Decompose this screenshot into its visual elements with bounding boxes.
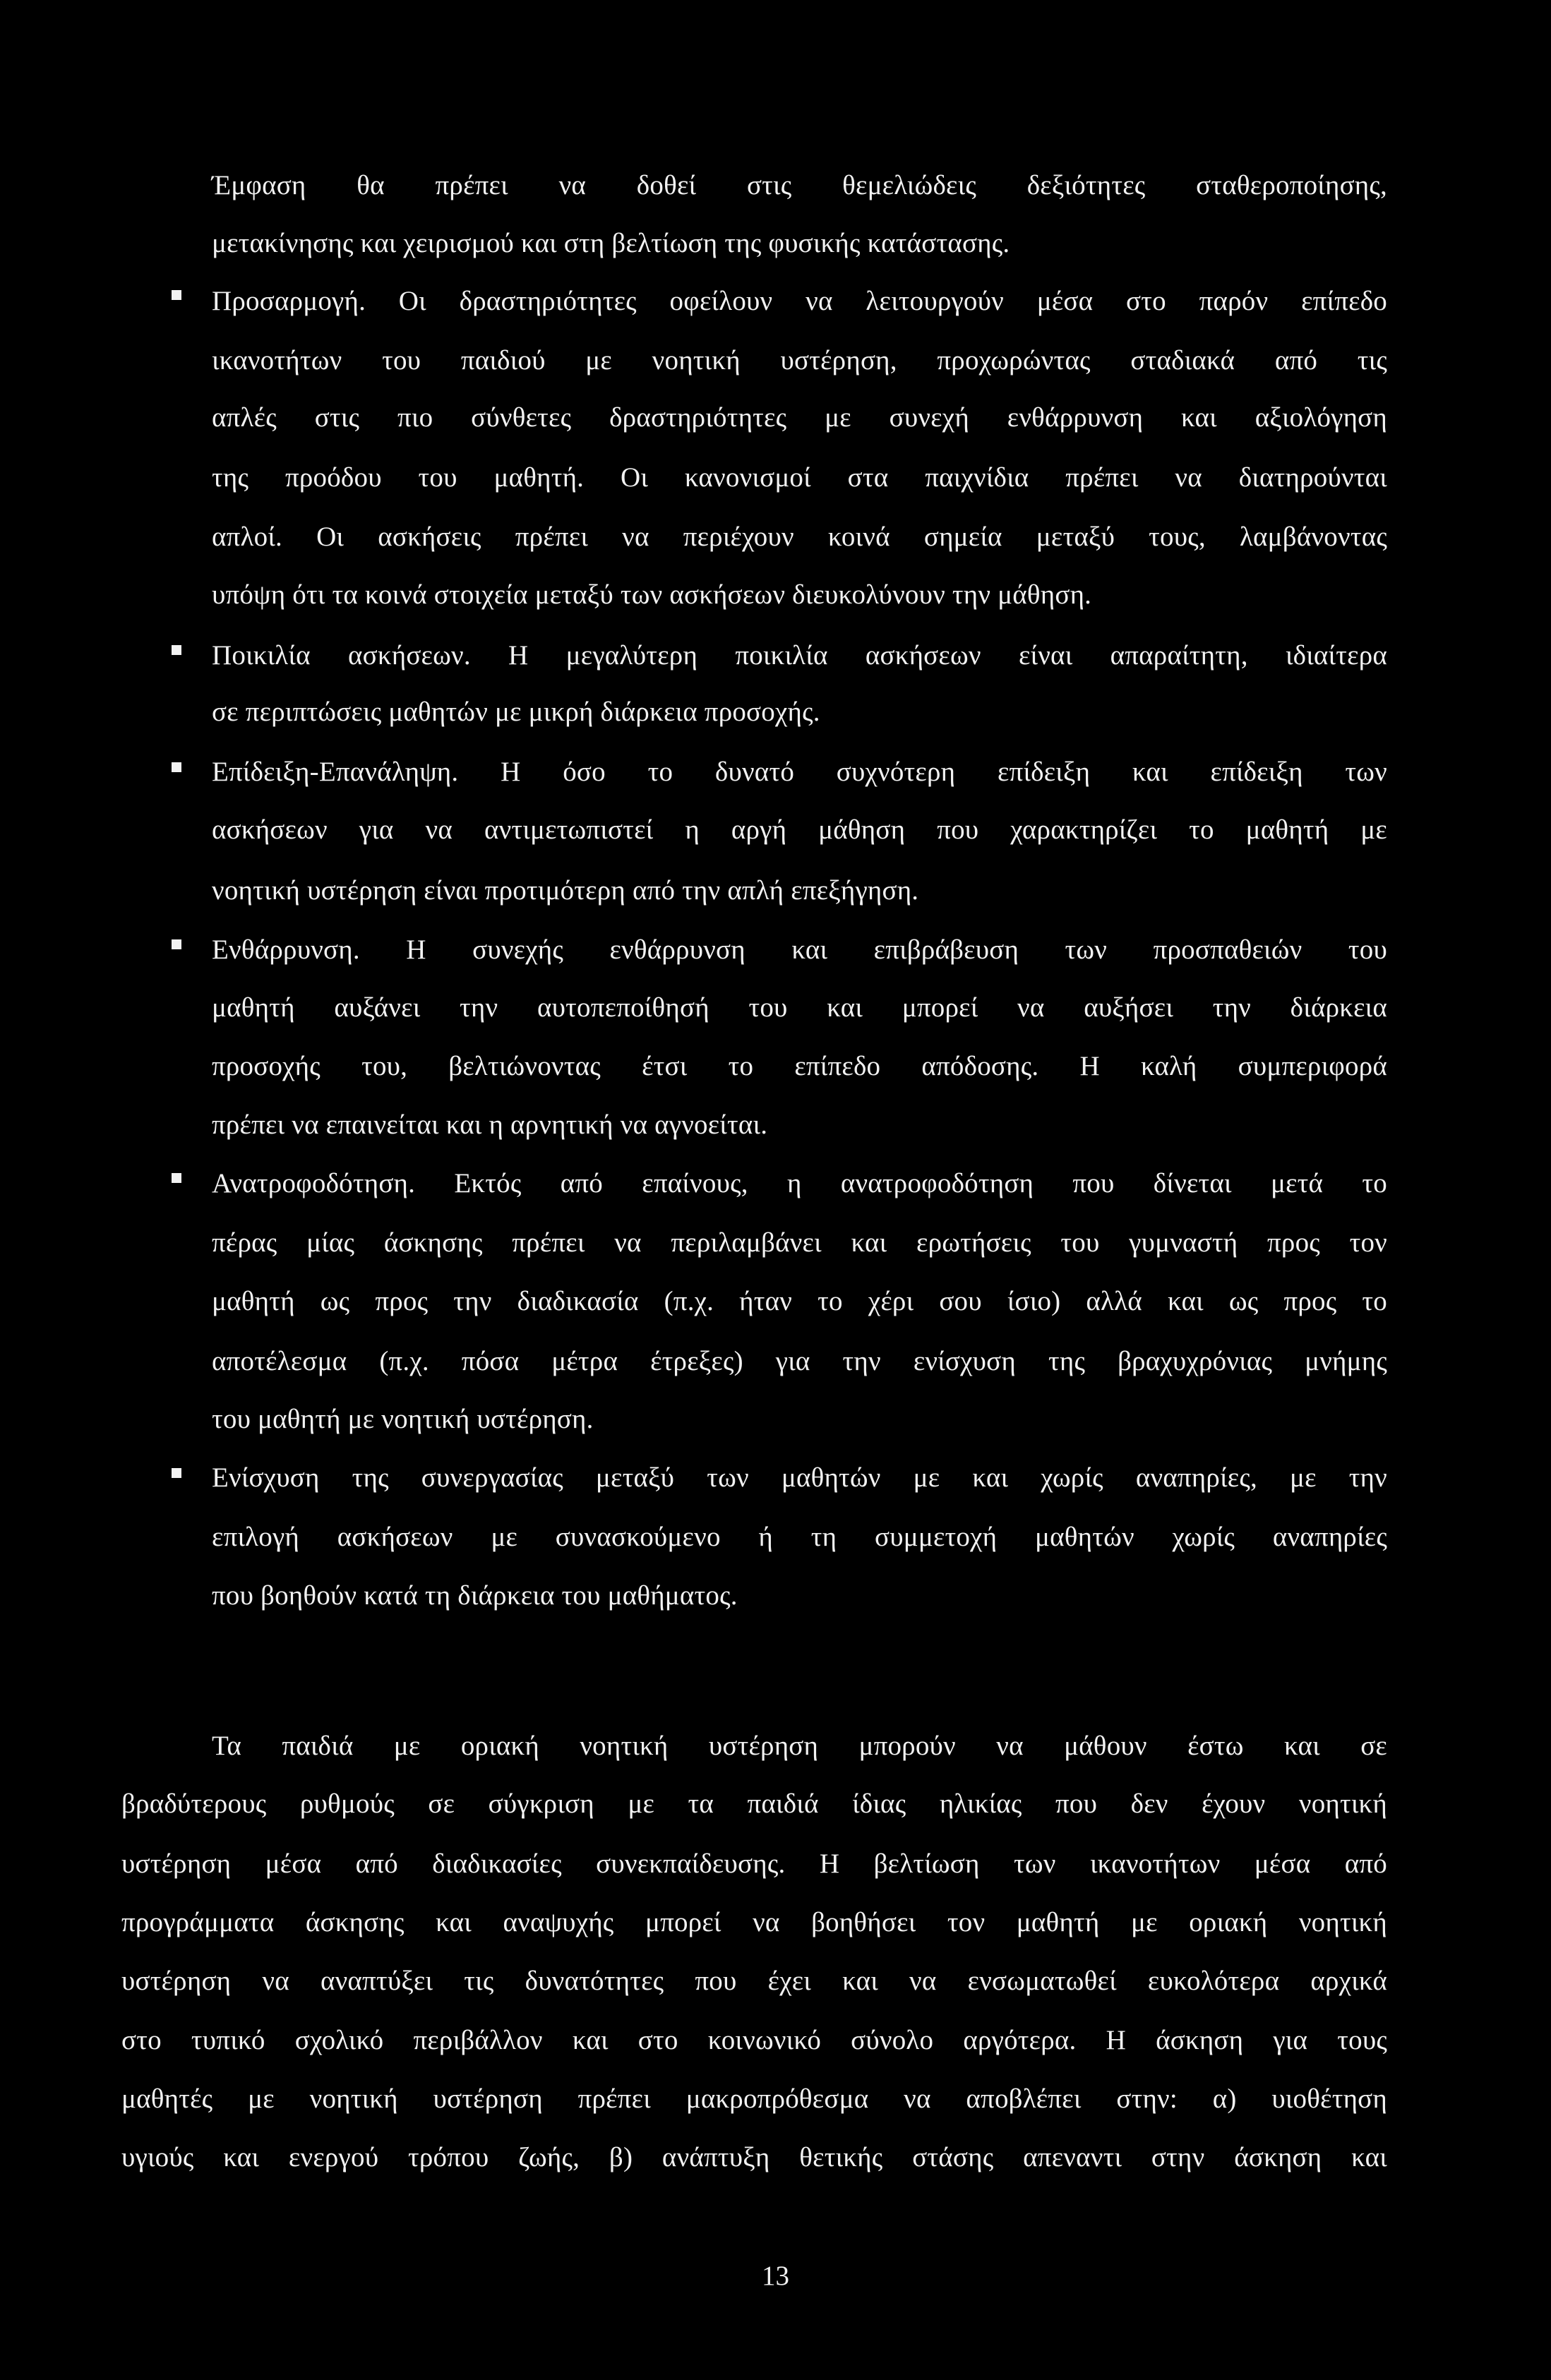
bullet-icon	[172, 645, 181, 655]
paragraph-line: προγράμματα άσκησης και αναψυχής μπορεί να βοηθήσει τον μαθητή με οριακή νοητική	[121, 1907, 1387, 1937]
page-number: 13	[762, 2261, 789, 2291]
bullet-text-line: Ποικιλία ασκήσεων. Η μεγαλύτερη ποικιλία ασκήσεων είναι απαραίτητη, ιδιαίτερα	[212, 640, 1387, 671]
text-line: πέρας μίας άσκησης πρέπει να περιλαμβάνει και ερωτήσεις του γυμναστή προς τον	[212, 1227, 1387, 1258]
bullet-icon	[172, 939, 181, 949]
paragraph-line: υστέρηση να αναπτύξει τις δυνατότητες που έχει και να ενσωματωθεί ευκολότερα αρχικά	[121, 1966, 1387, 1996]
text-line: νοητική υστέρηση είναι προτιμότερη από την απλή επεξήγηση.	[212, 875, 919, 906]
bullet-text-line: Ενθάρρυνση. Η συνεχής ενθάρρυνση και επιβράβευση των προσπαθειών του	[212, 934, 1387, 965]
text-line: μαθητή ως προς την διαδικασία (π.χ. ήταν το χέρι σου ίσιο) αλλά και ως προς το	[212, 1286, 1387, 1316]
text-line: απλοί. Οι ασκήσεις πρέπει να περιέχουν κοινά σημεία μεταξύ τους, λαμβάνοντας	[212, 522, 1387, 552]
bullet-text-line: Ενίσχυση της συνεργασίας μεταξύ των μαθητών με και χωρίς αναπηρίες, με την	[212, 1462, 1387, 1493]
paragraph-line: Τα παιδιά με οριακή νοητική υστέρηση μπορούν να μάθουν έστω και σε	[212, 1731, 1387, 1761]
text-line: μετακίνησης και χειρισμού και στη βελτίωση της φυσικής κατάστασης.	[212, 228, 1010, 258]
paragraph-line: στο τυπικό σχολικό περιβάλλον και στο κοινωνικό σύνολο αργότερα. Η άσκηση για τους	[121, 2025, 1387, 2055]
text-line: σε περιπτώσεις μαθητών με μικρή διάρκεια προσοχής.	[212, 697, 820, 727]
paragraph-line: υγιούς και ενεργού τρόπου ζωής, β) ανάπτυξη θετικής στάσης απεναντι στην άσκηση και	[121, 2142, 1387, 2172]
text-line: ασκήσεων για να αντιμετωπιστεί η αργή μάθηση που χαρακτηρίζει το μαθητή με	[212, 815, 1387, 845]
paragraph-line: μαθητές με νοητική υστέρηση πρέπει μακροπρόθεσμα να αποβλέπει στην: α) υιοθέτηση	[121, 2084, 1387, 2114]
text-line: Έμφαση θα πρέπει να δοθεί στις θεμελιώδεις δεξιότητες σταθεροποίησης,	[212, 170, 1387, 200]
text-line: υπόψη ότι τα κοινά στοιχεία μεταξύ των ασκήσεων διευκολύνουν την μάθηση.	[212, 579, 1092, 610]
bullet-icon	[172, 762, 181, 772]
bullet-text-line: Ανατροφοδότηση. Εκτός από επαίνους, η ανατροφοδότηση που δίνεται μετά το	[212, 1168, 1387, 1198]
text-line: αποτέλεσμα (π.χ. πόσα μέτρα έτρεξες) για την ενίσχυση της βραχυχρόνιας μνήμης	[212, 1346, 1387, 1376]
text-line: απλές στις πιο σύνθετες δραστηριότητες με συνεχή ενθάρρυνση και αξιολόγηση	[212, 402, 1387, 433]
bullet-icon	[172, 1468, 181, 1478]
text-line: ικανοτήτων του παιδιού με νοητική υστέρηση, προχωρώντας σταδιακά από τις	[212, 345, 1387, 375]
text-line: του μαθητή με νοητική υστέρηση.	[212, 1404, 594, 1434]
text-line: επιλογή ασκήσεων με συνασκούμενο ή τη συμμετοχή μαθητών χωρίς αναπηρίες	[212, 1522, 1387, 1552]
text-line: πρέπει να επαινείται και η αρνητική να αγνοείται.	[212, 1110, 768, 1140]
bullet-icon	[172, 1173, 181, 1183]
text-line: της προόδου του μαθητή. Οι κανονισμοί στα παιχνίδια πρέπει να διατηρούνται	[212, 462, 1387, 493]
bullet-text-line: Επίδειξη-Επανάληψη. Η όσο το δυνατό συχνότερη επίδειξη και επίδειξη των	[212, 757, 1387, 787]
text-line: προσοχής του, βελτιώνοντας έτσι το επίπεδο απόδοσης. Η καλή συμπεριφορά	[212, 1051, 1387, 1081]
text-line: που βοηθούν κατά τη διάρκεια του μαθήματος.	[212, 1580, 738, 1611]
bullet-text-line: Προσαρμογή. Οι δραστηριότητες οφείλουν να λειτουργούν μέσα στο παρόν επίπεδο	[212, 286, 1387, 316]
paragraph-line: υστέρηση μέσα από διαδικασίες συνεκπαίδευσης. Η βελτίωση των ικανοτήτων μέσα από	[121, 1849, 1387, 1879]
text-line: μαθητή αυξάνει την αυτοπεποίθησή του και μπορεί να αυξήσει την διάρκεια	[212, 992, 1387, 1023]
bullet-icon	[172, 290, 181, 300]
paragraph-line: βραδύτερους ρυθμούς σε σύγκριση με τα παιδιά ίδιας ηλικίας που δεν έχουν νοητική	[121, 1789, 1387, 1819]
